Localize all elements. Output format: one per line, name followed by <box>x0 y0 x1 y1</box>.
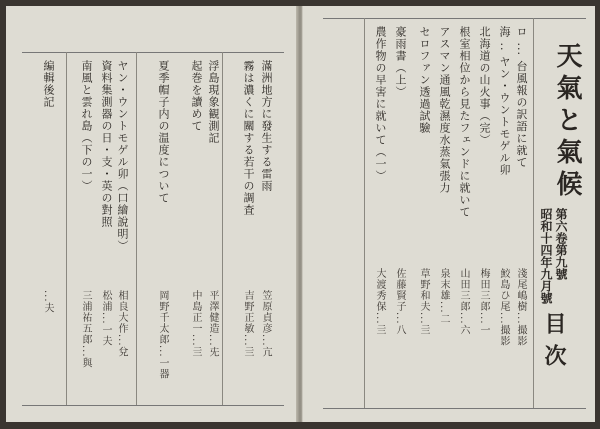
left-entry-title: ヤン・ウントモゲル卯（口繪說明） <box>116 60 129 252</box>
right-entry-title: 北海道の山火事（完） <box>478 26 491 146</box>
left-top-rule <box>22 52 284 53</box>
left-entry-title: 浮島現象観測記 <box>207 60 220 144</box>
right-top-rule <box>323 18 586 19</box>
right-entry-title: 豪雨書（上） <box>394 26 407 98</box>
right-entry-title: 農作物の早害に就いて（一） <box>374 26 387 182</box>
left-col-rule-1 <box>222 52 223 405</box>
left-entry-title: 滿洲地方に發生する雷雨 <box>260 60 273 192</box>
left-entry-author: 三浦祐五郎...與 <box>80 290 91 369</box>
left-entry-author: 岡野千太郎...一器 <box>157 290 168 380</box>
left-entry-title: 資料集測器の日・支・英の對照 <box>100 60 113 228</box>
left-bottom-rule <box>22 405 284 406</box>
left-entry-author: 吉野正敏...亖 <box>242 290 253 358</box>
left-entry-author: ...夫 <box>42 290 53 314</box>
left-entry-title: 南風と雲れ島（下の一） <box>80 60 93 192</box>
right-entry-title: 海 .. ヤン・ウントモゲル卯 <box>498 26 511 176</box>
left-entry-title: 霧は濃くに關する若干の調査 <box>242 60 255 216</box>
left-entry-title: 起巻を讀めて <box>190 60 203 132</box>
left-entry-title: 夏季帽子内の温度について <box>157 60 170 204</box>
magazine-title: 天氣と氣候 <box>552 42 582 202</box>
right-entry-title: アスマン通風乾濕度水蒸氣張力 <box>438 26 451 194</box>
right-entry-author: 鮫島ひ尾...撮影 <box>498 268 509 347</box>
issue-date: 昭和十四年九月號 <box>539 208 553 304</box>
left-entry-author: 松浦...一夫 <box>100 290 111 347</box>
right-bottom-rule <box>323 408 586 409</box>
toc-heading: 目次 <box>541 312 567 376</box>
right-entry-author: 山田三郎...六 <box>458 268 469 336</box>
right-entry-author: 草野和夫...亖 <box>418 268 429 336</box>
right-entry-author: 淺尾嶋樹...撮影 <box>515 268 526 347</box>
right-entry-title: ロ ... 台風報の訳語に就て <box>515 26 528 169</box>
right-entry-author: 大渡秀保...亖 <box>374 268 385 336</box>
volume-number: 第六卷第九號 <box>554 208 568 280</box>
left-entry-title: 編輯後記 <box>42 60 55 108</box>
left-col-rule-3 <box>66 52 67 405</box>
left-entry-author: 中島正一...亖 <box>190 290 201 358</box>
right-entry-title: セロファン透過試驗 <box>418 26 431 134</box>
right-entry-author: 佐藤賢子...八 <box>394 268 405 336</box>
masthead-divider <box>533 18 534 408</box>
left-entry-author: 笠原貞彦...亢 <box>260 290 271 358</box>
left-entry-author: 平澤健造...兂 <box>207 290 218 358</box>
right-entry-title: 根室相位から見たフェンドに就いて <box>458 26 471 218</box>
right-entry-author: 泉末雄...二 <box>438 268 449 325</box>
left-col-rule-2 <box>136 52 137 405</box>
left-entry-author: 相良大作...兌 <box>116 290 127 358</box>
right-col-rule <box>364 18 365 408</box>
right-entry-author: 梅田三郎...一 <box>478 268 489 336</box>
